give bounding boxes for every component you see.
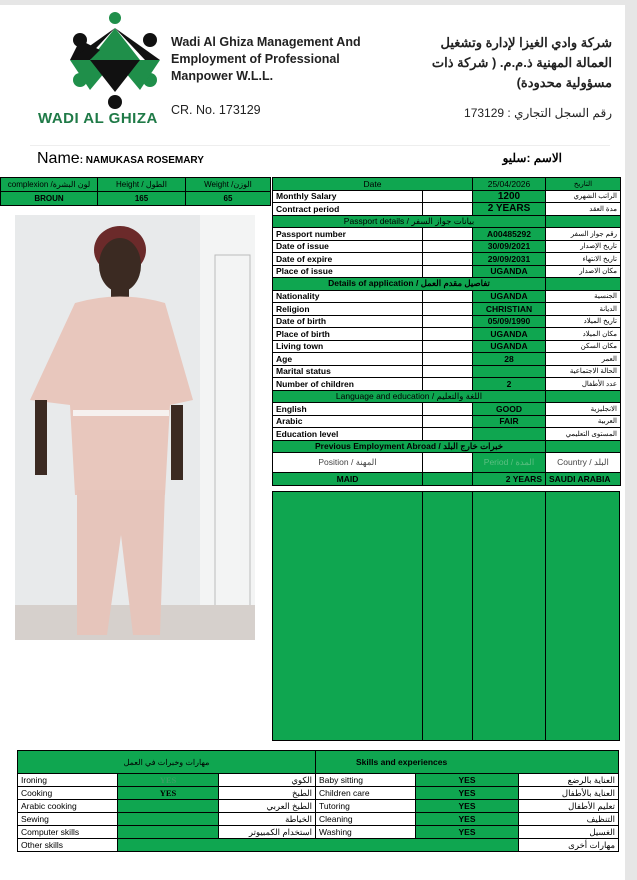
field-label: Place of issue [273, 265, 423, 278]
other-skills-label-ar: مهارات أخرى [519, 839, 619, 852]
field-label-ar: العمر [546, 353, 621, 366]
field-label-ar: تاريخ الإصدار [546, 240, 621, 253]
field-value: UGANDA [473, 290, 546, 303]
divider [30, 145, 610, 146]
language-section-header: Language and education / اللغة والتعليم [273, 390, 546, 403]
application-row [273, 303, 621, 316]
skill-row [18, 800, 619, 813]
field-label: English [273, 403, 423, 416]
skill-label: Ironing [18, 774, 118, 787]
language-row [273, 415, 621, 428]
height-value: 165 [98, 192, 186, 206]
passport-row [273, 228, 621, 241]
employment-section-header: Previous Employment Abroad / خبرات خارج البلد [273, 440, 546, 453]
other-skills-label: Other skills [18, 839, 118, 852]
cr-number-en: CR. No. 173129 [171, 103, 261, 117]
skill-value [118, 826, 219, 839]
skill-label: Arabic cooking [18, 800, 118, 813]
weight-value: 65 [186, 192, 271, 206]
skill-value: YES [118, 787, 219, 800]
skill-label-ar: الغسيل [519, 826, 619, 839]
company-line: Manpower W.L.L. [171, 69, 274, 83]
field-label: Number of children [273, 378, 423, 391]
applicant-name-ar: الاسم :سليو [502, 151, 562, 165]
field-label: Nationality [273, 290, 423, 303]
skill-label-ar: الطبخ [219, 787, 316, 800]
field-label-ar: تاريخ الميلاد [546, 315, 621, 328]
application-row [273, 328, 621, 341]
name-value: : NAMUKASA ROSEMARY [79, 155, 204, 166]
application-row [273, 340, 621, 353]
field-label: Date of birth [273, 315, 423, 328]
field-label-ar: المستوى التعليمي [546, 428, 621, 441]
field-label: Living town [273, 340, 423, 353]
field-label-ar: عدد الأطفال [546, 378, 621, 391]
skill-label-ar: العناية بالأطفال [519, 787, 619, 800]
contract-label-ar: مدة العقد [546, 203, 621, 216]
skill-row [18, 787, 619, 800]
field-label: Date of expire [273, 253, 423, 266]
field-label: Place of birth [273, 328, 423, 341]
applicant-photo [15, 215, 255, 640]
skill-value [118, 813, 219, 826]
field-value: UGANDA [473, 340, 546, 353]
field-label-ar: العربية [546, 415, 621, 428]
skills-header-en: Skills and experiences [316, 751, 619, 774]
field-label-ar: مكان الاصدار [546, 265, 621, 278]
height-header: Height / الطول [98, 178, 186, 192]
application-row [273, 365, 621, 378]
passport-row [273, 240, 621, 253]
complexion-header: complexion /لون البشرة [1, 178, 98, 192]
field-label-ar: الانجليزية [546, 403, 621, 416]
field-label: Marital status [273, 365, 423, 378]
skills-table [17, 750, 619, 852]
field-value: UGANDA [473, 328, 546, 341]
position-header: Position / المهنة [273, 453, 423, 473]
employment-period: 2 YEARS [473, 473, 546, 486]
field-value: 2 [473, 378, 546, 391]
date-label: Date [273, 178, 473, 191]
skill-label: Cleaning [316, 813, 416, 826]
company-name-ar: شركة وادي الغيزا لإدارة وتشغيل العمالة المهنية ذ.م.م. ( شركة ذات مسؤولية محدودة) [431, 35, 612, 90]
skill-row [18, 813, 619, 826]
skill-label: Baby sitting [316, 774, 416, 787]
date-label-ar: التاريخ [546, 178, 621, 191]
skill-label-ar: تعليم الأطفال [519, 800, 619, 813]
skill-value [118, 800, 219, 813]
employment-country: SAUDI ARABIA [546, 473, 621, 486]
skill-label: Washing [316, 826, 416, 839]
period-header: Period / المدة [473, 453, 546, 473]
salary-label: Monthly Salary [273, 190, 423, 203]
application-section-header: Details of application / تفاصيل مقدم العمل [273, 278, 546, 291]
application-row [273, 290, 621, 303]
skill-label-ar: استخدام الكمبيوتر [219, 826, 316, 839]
field-label-ar: تاريخ الانتهاء [546, 253, 621, 266]
skill-label: Children care [316, 787, 416, 800]
language-row [273, 428, 621, 441]
date-value: 25/04/2026 [473, 178, 546, 191]
company-logo [60, 10, 170, 115]
cr-number-ar: رقم السجل التجاري : 173129 [464, 106, 612, 120]
applicant-name [37, 150, 204, 168]
skill-value: YES [118, 774, 219, 787]
field-value: 05/09/1990 [473, 315, 546, 328]
field-label-ar: الحالة الاجتماعية [546, 365, 621, 378]
skill-value: YES [416, 800, 519, 813]
field-value: UGANDA [473, 265, 546, 278]
skills-header-ar: مهارات وخبرات في العمل [18, 751, 316, 774]
field-label-ar: الديانة [546, 303, 621, 316]
physical-table [0, 177, 271, 206]
field-label: Arabic [273, 415, 423, 428]
skill-value: YES [416, 826, 519, 839]
skill-label: Computer skills [18, 826, 118, 839]
field-value: A00485292 [473, 228, 546, 241]
page-edge [625, 0, 637, 880]
field-label: Education level [273, 428, 423, 441]
details-table [272, 177, 621, 486]
application-row [273, 353, 621, 366]
skill-value: YES [416, 813, 519, 826]
weight-header: Weight /الوزن [186, 178, 271, 192]
field-value [473, 365, 546, 378]
field-value: 28 [473, 353, 546, 366]
company-line: Wadi Al Ghiza Management And [171, 35, 361, 49]
skill-row [18, 826, 619, 839]
skill-label: Cooking [18, 787, 118, 800]
contract-label: Contract period [273, 203, 423, 216]
company-line: Employment of Professional [171, 52, 340, 66]
skill-label-ar: التنظيف [519, 813, 619, 826]
employment-position: MAID [273, 473, 423, 486]
passport-section-header: Passport details / بيانات جواز السفر [273, 215, 546, 228]
employment-blank-area [272, 491, 620, 741]
country-header: Country / البلد [546, 453, 621, 473]
field-label: Religion [273, 303, 423, 316]
field-value: 30/09/2021 [473, 240, 546, 253]
field-label-ar: مكان السكن [546, 340, 621, 353]
language-row [273, 403, 621, 416]
application-row [273, 315, 621, 328]
field-value: CHRISTIAN [473, 303, 546, 316]
field-label-ar: مكان الميلاد [546, 328, 621, 341]
contract-value: 2 YEARS [473, 203, 546, 216]
complexion-value: BROUN [1, 192, 98, 206]
skill-row [18, 774, 619, 787]
passport-row [273, 253, 621, 266]
name-label: Name [37, 150, 80, 167]
field-value: GOOD [473, 403, 546, 416]
skill-label-ar: الطبخ العربي [219, 800, 316, 813]
field-label: Date of issue [273, 240, 423, 253]
brand-name: WADI AL GHIZA [38, 110, 158, 127]
field-label: Passport number [273, 228, 423, 241]
field-label-ar: رقم جواز السفر [546, 228, 621, 241]
skill-value: YES [416, 787, 519, 800]
skill-value: YES [416, 774, 519, 787]
field-label: Age [273, 353, 423, 366]
page-edge [0, 0, 637, 5]
field-value [473, 428, 546, 441]
skill-label: Sewing [18, 813, 118, 826]
skill-label-ar: الكوي [219, 774, 316, 787]
field-label-ar: الجنسية [546, 290, 621, 303]
salary-label-ar: الراتب الشهري [546, 190, 621, 203]
skill-label-ar: الخياطة [219, 813, 316, 826]
passport-row [273, 265, 621, 278]
field-value: 29/09/2031 [473, 253, 546, 266]
skill-label: Tutoring [316, 800, 416, 813]
skill-label-ar: العناية بالرضع [519, 774, 619, 787]
company-name-en [171, 34, 361, 85]
salary-value: 1200 [473, 190, 546, 203]
field-value: FAIR [473, 415, 546, 428]
application-row [273, 378, 621, 391]
